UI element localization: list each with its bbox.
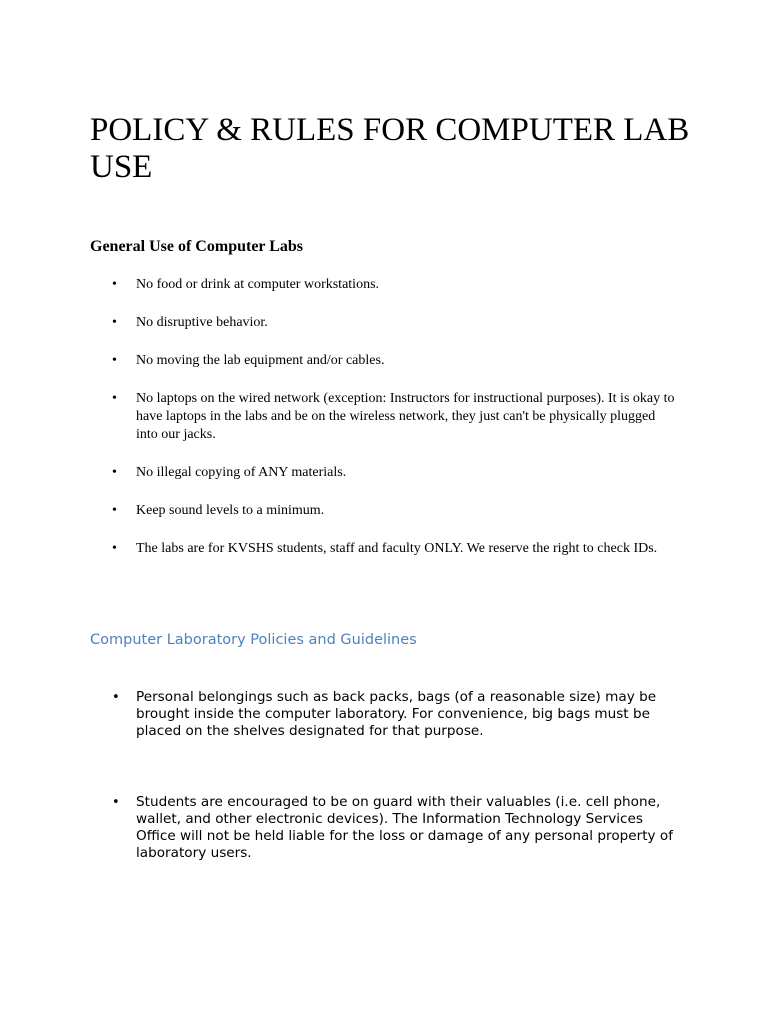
list-item-text: Keep sound levels to a minimum. bbox=[136, 503, 325, 518]
bullet-icon: • bbox=[112, 795, 120, 810]
list-item bbox=[90, 276, 680, 294]
list-item-text: No food or drink at computer workstations. bbox=[136, 277, 380, 292]
lab-policies-list bbox=[90, 689, 680, 916]
bullet-icon: • bbox=[112, 690, 120, 705]
section-heading-lab-policies: Computer Laboratory Policies and Guidelines bbox=[90, 632, 417, 648]
list-item bbox=[90, 352, 680, 370]
list-item bbox=[90, 390, 680, 444]
bullet-icon: • bbox=[112, 277, 117, 292]
list-item-text: No disruptive behavior. bbox=[136, 315, 268, 330]
list-item bbox=[90, 540, 680, 558]
bullet-icon: • bbox=[112, 465, 117, 480]
list-item-text: No illegal copying of ANY materials. bbox=[136, 465, 347, 480]
list-item-text: The labs are for KVSHS students, staff and faculty ONLY. We reserve the right to check IDs. bbox=[136, 541, 658, 556]
list-item bbox=[90, 502, 680, 520]
bullet-icon: • bbox=[112, 541, 117, 556]
bullet-icon: • bbox=[112, 391, 117, 406]
list-item-text: Students are encouraged to be on guard with their valuables (i.e. cell phone, wallet, and other electronic devices). The Information Technology Services Office will not be held liable for the loss or damage of any personal property of laboratory users. bbox=[136, 794, 674, 861]
list-item-text: Personal belongings such as back packs, bags (of a reasonable size) may be brought inside the computer laboratory. For convenience, big bags must be placed on the shelves designated for that purpose. bbox=[136, 689, 657, 739]
list-item-text: No moving the lab equipment and/or cables. bbox=[136, 353, 385, 368]
bullet-icon: • bbox=[112, 503, 117, 518]
general-use-rules-list bbox=[90, 276, 680, 578]
list-item-text: No laptops on the wired network (exception: Instructors for instructional purposes). It is okay to have laptops in the labs and be on the wireless network, they just can't be physically plugged into our jacks. bbox=[136, 391, 675, 442]
list-item bbox=[90, 794, 680, 862]
list-item bbox=[90, 689, 680, 740]
list-item bbox=[90, 464, 680, 482]
page-title: POLICY & RULES FOR COMPUTER LAB USE bbox=[90, 112, 690, 185]
section-heading-general-use: General Use of Computer Labs bbox=[90, 238, 304, 255]
bullet-icon: • bbox=[112, 315, 117, 330]
bullet-icon: • bbox=[112, 353, 117, 368]
list-item bbox=[90, 314, 680, 332]
